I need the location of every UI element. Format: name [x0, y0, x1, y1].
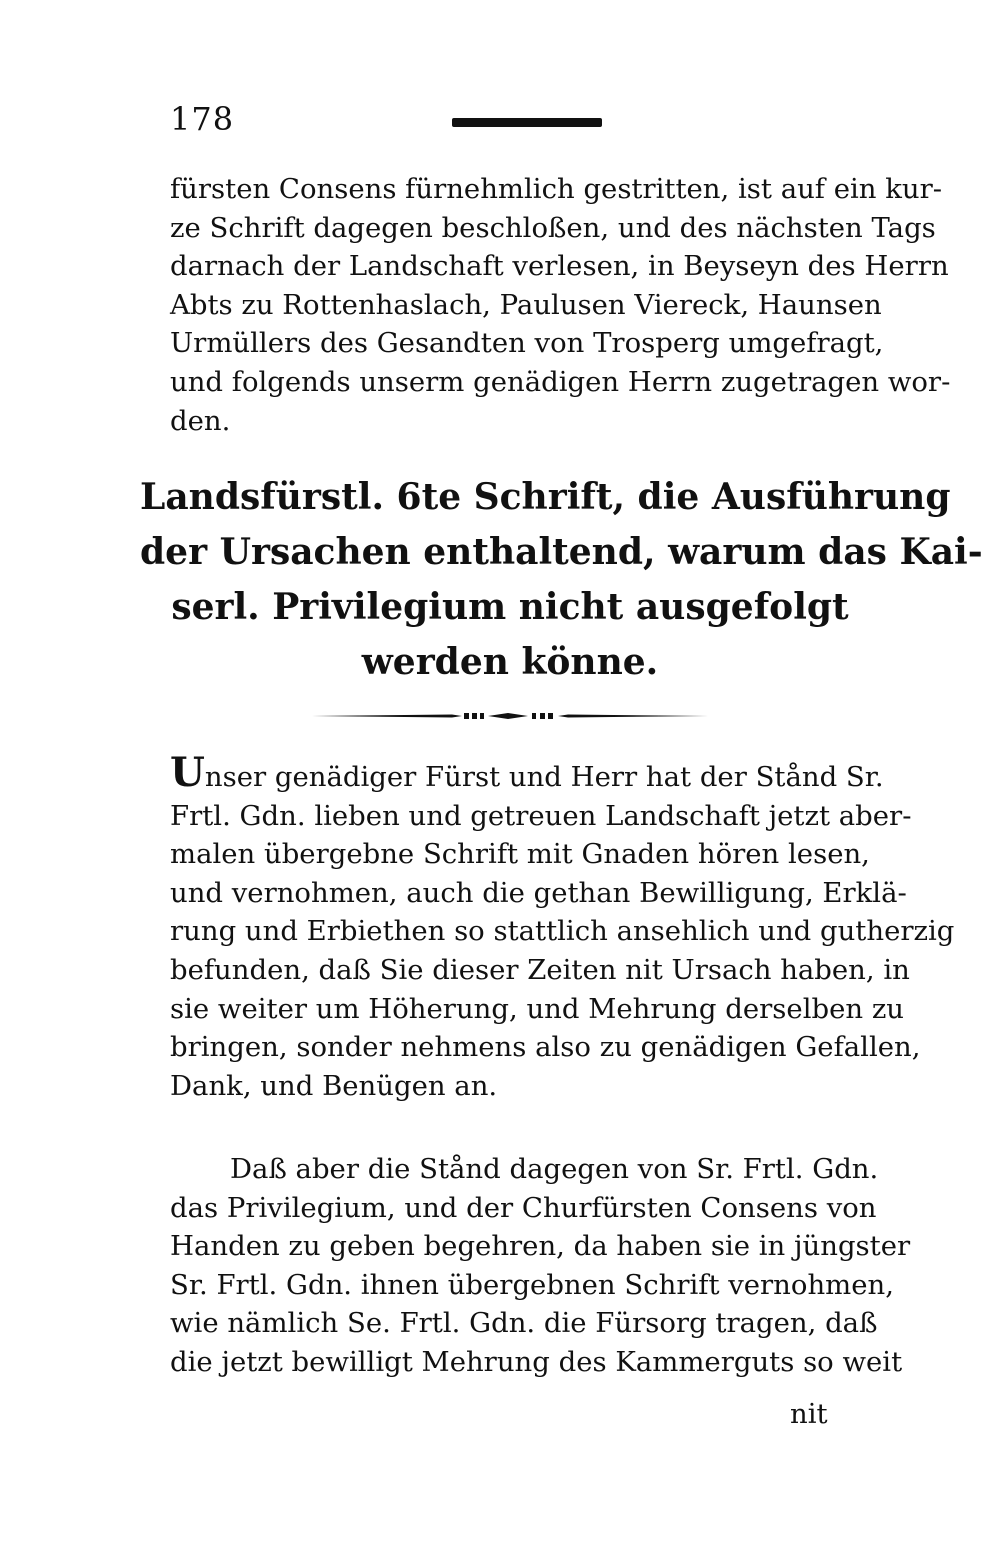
text-line: Dank, und Benügen an.	[170, 1069, 498, 1102]
paragraph-continued	[170, 170, 951, 440]
text-line: Sr. Frtl. Gdn. ihnen übergebnen Schrift vernohmen,	[170, 1268, 894, 1301]
text-line: den.	[170, 404, 231, 437]
text-line: befunden, daß Sie dieser Zeiten nit Ursach haben, in	[170, 953, 910, 986]
text-line: wie nämlich Se. Frtl. Gdn. die Fürsorg tragen, daß	[170, 1307, 878, 1340]
paragraph-main	[170, 749, 955, 1105]
text-line: darnach der Landschaft verlesen, in Beyseyn des Herrn	[170, 250, 949, 283]
ornament-divider	[312, 710, 708, 722]
text-line: die jetzt bewilligt Mehrung des Kammerguts so weit	[170, 1345, 903, 1378]
text-line: das Privilegium, und der Churfürsten Consens von	[170, 1191, 877, 1224]
text-line: sie weiter um Höherung, und Mehrung derselben zu	[170, 992, 905, 1025]
text-line: Daß aber die Stånd dagegen von Sr. Frtl. Gdn.	[230, 1153, 879, 1185]
heading-line: Landsfürstl. 6te Schrift, die Ausführung	[140, 476, 951, 518]
heading-line: serl. Privilegium nicht ausgefolgt	[171, 586, 849, 628]
text-line: und vernohmen, auch die gethan Bewilligung, Erklä-	[170, 876, 907, 909]
text-line: rung und Erbiethen so stattlich ansehlich und gutherzig	[170, 915, 955, 948]
page-header	[170, 100, 870, 140]
heading-line: werden könne.	[361, 641, 659, 683]
text-line: malen übergebne Schrift mit Gnaden hören lesen,	[170, 838, 870, 871]
text-line: Frtl. Gdn. lieben und getreuen Landschaft jetzt aber-	[170, 799, 912, 832]
text-line: fürsten Consens fürnehmlich gestritten, ist auf ein kur-	[170, 173, 943, 205]
catchword: nit	[790, 1398, 828, 1430]
text-line: Abts zu Rottenhaslach, Paulusen Viereck, Haunsen	[170, 288, 882, 321]
heading-line: der Ursachen enthaltend, warum das Kai-	[140, 531, 983, 573]
drop-cap: U	[170, 749, 205, 796]
text-line: und folgends unserm genädigen Herrn zugetragen wor-	[170, 365, 951, 398]
text-line: Urmüllers des Gesandten von Trosperg umgefragt,	[170, 327, 884, 360]
first-line-rest: nser genädiger Fürst und Herr hat der Stånd Sr.	[204, 761, 884, 793]
page-number: 178	[170, 100, 235, 138]
text-line: Handen zu geben begehren, da haben sie in jüngster	[170, 1230, 911, 1263]
paragraph-next	[170, 1150, 911, 1382]
section-heading	[140, 470, 983, 690]
header-rule	[452, 118, 602, 127]
text-line: bringen, sonder nehmens also zu genädigen Gefallen,	[170, 1031, 921, 1064]
text-line	[170, 749, 884, 797]
text-line: ze Schrift dagegen beschloßen, und des nächsten Tags	[170, 211, 936, 244]
